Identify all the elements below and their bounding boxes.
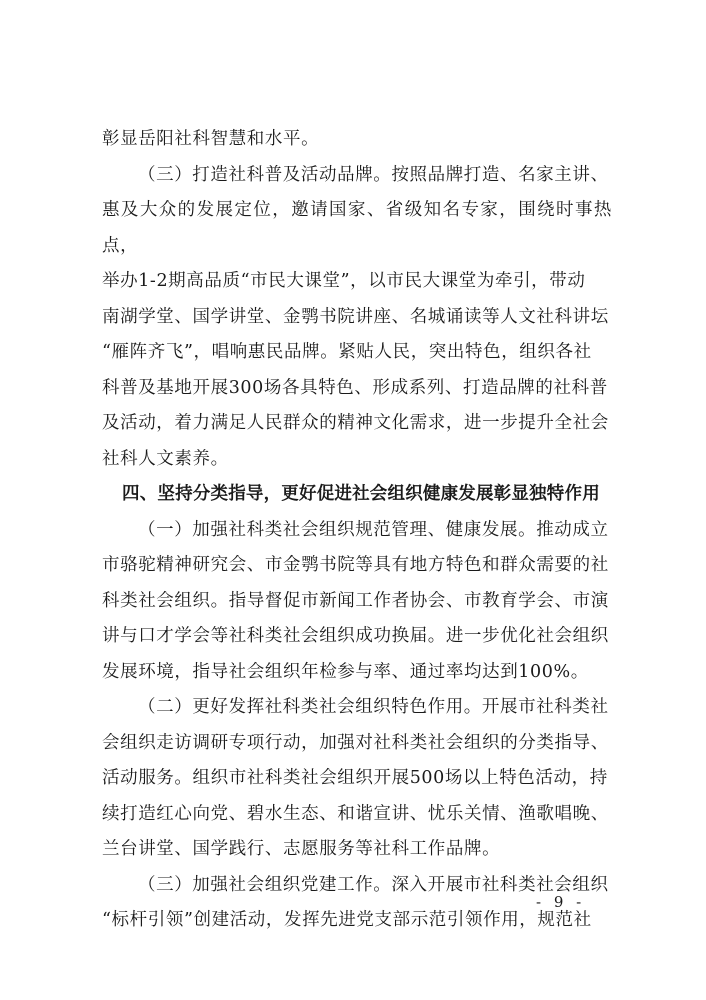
document-body	[102, 122, 612, 939]
paragraph-party-building: （三）加强社会组织党建工作。深入开展市社科类社会组织 “标杆引领”创建活动，发挥先进党支部示范引领作用，规范社	[102, 874, 609, 930]
paragraph-continuation: 彰显岳阳社科智慧和水平。	[102, 129, 320, 149]
page-number: - 9 -	[536, 893, 586, 911]
section-heading-four: 四、坚持分类指导，更好促进社会组织健康发展彰显独特作用	[122, 484, 600, 504]
paragraph-characteristic-role: （二）更好发挥社科类社会组织特色作用。开展市社科类社 会组织走访调研专项行动，加强对社科类社会组织的分类指导、 活动服务。组织市社科类社会组织开展500场以上特色活动，持 续打造红心向党、碧水生态、和谐宣讲、忧乐关情、渔歌唱晚、 兰台讲堂、国学践行、志愿服务等社科工作品牌。	[102, 697, 609, 859]
paragraph-science-popularization-brand: （三）打造社科普及活动品牌。按照品牌打造、名家主讲、 惠及大众的发展定位，邀请国家、省级知名专家，围绕时事热点， 举办1-2期高品质“市民大课堂”，以市民大课堂为牵引，带动 南湖学堂、国学讲堂、金鹗书院讲座、名城诵读等人文社科讲坛 “雁阵齐飞”，唱响惠民品牌。紧贴人民，突出特色，组织各社 科普及基地开展300场各具特色、形成系列、打造品牌的社科普 及活动，着力满足人民群众的精神文化需求，进一步提升全社会 社科人文素养。	[102, 164, 612, 469]
paragraph-standardized-management: （一）加强社科类社会组织规范管理、健康发展。推动成立 市骆驼精神研究会、市金鹗书院等具有地方特色和群众需要的社 科类社会组织。指导督促市新闻工作者协会、市教育学会、市演 讲与口才学会等社科类社会组织成功换届。进一步优化社会组织 发展环境，指导社会组织年检参与率、通过率均达到100%。	[102, 519, 609, 682]
